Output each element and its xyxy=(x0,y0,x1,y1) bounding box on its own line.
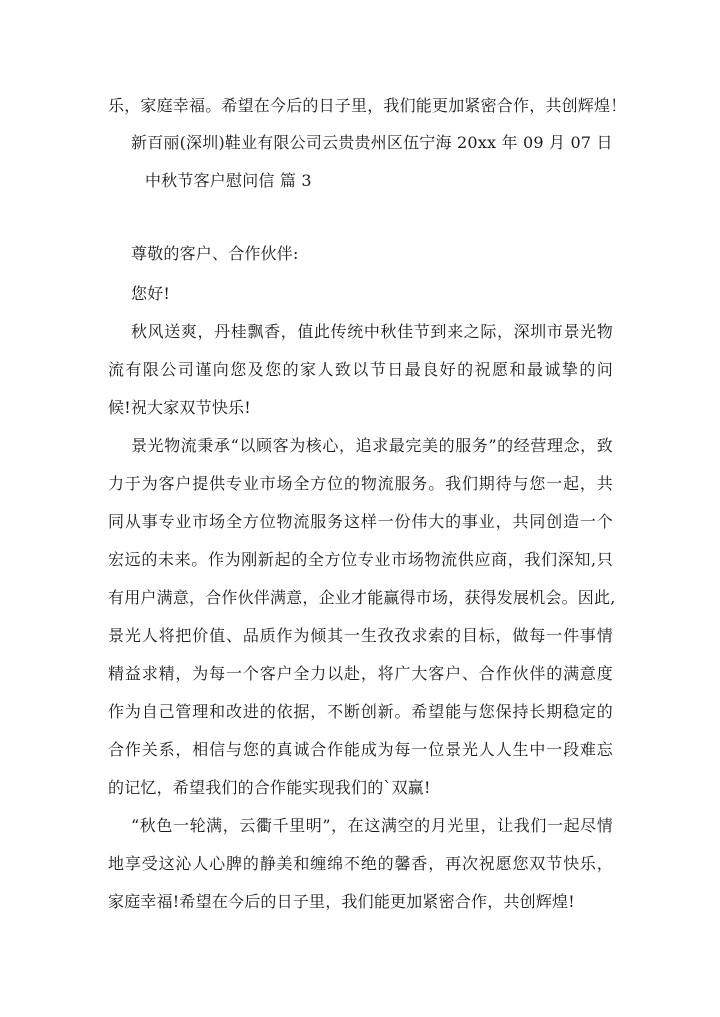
letter-greeting: 您好! xyxy=(131,284,171,303)
paragraph-1-line-2: 流有限公司谨向您及您的家人致以节日最良好的祝愿和最诚挚的问 xyxy=(108,360,613,379)
paragraph-2-line-9: 合作关系，相信与您的真诚合作能成为每一位景光人人生中一段难忘 xyxy=(108,740,613,759)
paragraph-3-line-2: 地享受这沁人心脾的静美和缠绵不绝的馨香，再次祝愿您双节快乐， xyxy=(108,854,613,873)
paragraph-2-line-8: 作为自己管理和改进的依据，不断创新。希望能与您保持长期稳定的 xyxy=(108,702,613,721)
paragraph-2-line-5: 有用户满意，合作伙伴满意，企业才能赢得市场，获得发展机会。因此, xyxy=(108,588,616,607)
paragraph-2-line-10: 的记忆，希望我们的合作能实现我们的`双赢! xyxy=(108,778,431,797)
paragraph-2-line-6: 景光人将把价值、品质作为倾其一生孜孜求索的目标，做每一件事情 xyxy=(108,626,613,645)
paragraph-2-line-2: 力于为客户提供专业市场全方位的物流服务。我们期待与您一起，共 xyxy=(108,474,613,493)
paragraph-3-line-3: 家庭幸福!希望在今后的日子里，我们能更加紧密合作，共创辉煌! xyxy=(108,892,575,911)
previous-letter-signature: 新百丽(深圳)鞋业有限公司云贵贵州区伍宁海 20xx 年 09 月 07 日 xyxy=(131,133,613,152)
previous-letter-closing-line: 乐，家庭幸福。希望在今后的日子里，我们能更加紧密合作，共创辉煌！ xyxy=(108,96,627,115)
paragraph-2-line-7: 精益求精，为每一个客户全力以赴，将广大客户、合作伙伴的满意度 xyxy=(108,664,613,683)
paragraph-3-line-1: “秋色一轮满，云衢千里明”，在这满空的月光里，让我们一起尽情 xyxy=(131,816,613,835)
letter-salutation: 尊敬的客户、合作伙伴: xyxy=(131,244,299,263)
letter-heading: 中秋节客户慰问信 篇 3 xyxy=(145,171,312,190)
paragraph-1-line-1: 秋风送爽，丹桂飘香，值此传统中秋佳节到来之际，深圳市景光物 xyxy=(131,322,613,341)
paragraph-1-line-3: 候!祝大家双节快乐! xyxy=(108,398,251,417)
paragraph-2-line-3: 同从事专业市场全方位物流服务这样一份伟大的事业，共同创造一个 xyxy=(108,512,613,531)
paragraph-2-line-1: 景光物流秉承“以顾客为核心，追求最完美的服务”的经营理念，致 xyxy=(131,436,613,455)
paragraph-2-line-4: 宏远的未来。作为刚新起的全方位专业市场物流供应商，我们深知,只 xyxy=(108,550,613,569)
